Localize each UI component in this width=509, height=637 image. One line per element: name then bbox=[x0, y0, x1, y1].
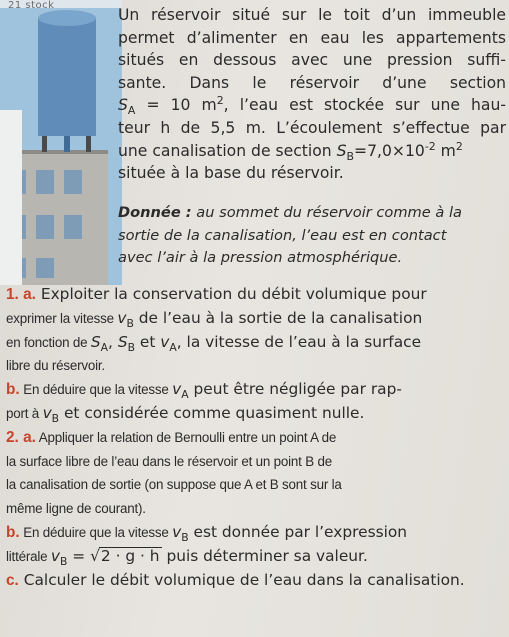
q1b-line-1: b. En déduire que la vitesse $v_A$ peut être négligée par rap- bbox=[6, 380, 402, 402]
q2a-line-1: 2. a. Appliquer la relation de Bernoulli entre un point A de bbox=[6, 428, 337, 446]
intro-line-6: teur h de 5,5 m. L’écoulement s’effectue par bbox=[118, 118, 506, 137]
q2b-line-2: littérale $v_B = √2 \cdot g \cdot h$ puis déterminer sa valeur. bbox=[6, 546, 368, 568]
q2a-number: 2. a. bbox=[6, 428, 36, 446]
note-line-2: sortie de la canalisation, l’eau est en contact bbox=[118, 226, 447, 244]
intro-line-8: située à la base du réservoir. bbox=[118, 164, 344, 183]
intro-line-7: une canalisation de section $S_B=7,0\times 10^{-2}$ $m^2$ bbox=[118, 139, 463, 163]
data-note bbox=[118, 202, 504, 270]
note-line-3: avec l’air à la pression atmosphérique. bbox=[118, 249, 403, 267]
intro-line-3: situés en dessous avec une pression suffi- bbox=[118, 51, 506, 70]
q2b-number: b. bbox=[6, 523, 20, 541]
q2c-number: c. bbox=[6, 571, 19, 589]
sqrt-expression: 2 · g · h bbox=[100, 546, 160, 565]
problem-statement bbox=[118, 4, 506, 185]
questions bbox=[6, 283, 505, 592]
water-tank-illustration bbox=[0, 0, 122, 285]
note-line-1: Donnée : au sommet du réservoir comme à la bbox=[118, 204, 462, 221]
q2b-line-1: b. En déduire que la vitesse $v_B$ est donnée par l’expression bbox=[6, 522, 408, 545]
header-label: 21 stock bbox=[8, 0, 55, 11]
note-label: Donnée : bbox=[118, 204, 192, 221]
q1b-number: b. bbox=[6, 381, 20, 399]
q2a-line-4: même ligne de courant). bbox=[6, 501, 146, 517]
intro-line-4: sante. Dans le réservoir d’une section bbox=[118, 73, 506, 92]
q2a-line-3: la canalisation de sortie (on suppose que A et B sont sur la bbox=[6, 477, 342, 493]
q1a-number: 1. a. bbox=[6, 286, 36, 303]
intro-line-1: Un réservoir situé sur le toit d’un immeuble bbox=[118, 6, 506, 24]
q1a-line-2: exprimer la vitesse $v_B$ de l’eau à la sortie de la canalisation bbox=[6, 308, 423, 330]
q2c-line-1: c. Calculer le débit volumique de l’eau dans la canalisation. bbox=[6, 570, 465, 589]
q1a-line-3: en fonction de $S_A$, $S_B$ et $v_A$, la vitesse de l’eau à la surface bbox=[6, 332, 422, 354]
q1a-line-1: 1. a. Exploiter la conservation du débit volumique pour bbox=[6, 285, 427, 303]
q2a-line-2: la surface libre de l’eau dans le réservoir et un point B de bbox=[6, 453, 332, 469]
q1b-line-2: port à $v_B$ et considérée comme quasiment nulle. bbox=[6, 403, 365, 426]
intro-line-2: permet d’alimenter en eau les appartements bbox=[118, 28, 506, 47]
intro-line-5: $S_A = 10$ $m^2$, l’eau est stockée sur une hau- bbox=[118, 94, 506, 118]
q1a-line-4: libre du réservoir. bbox=[6, 358, 105, 374]
